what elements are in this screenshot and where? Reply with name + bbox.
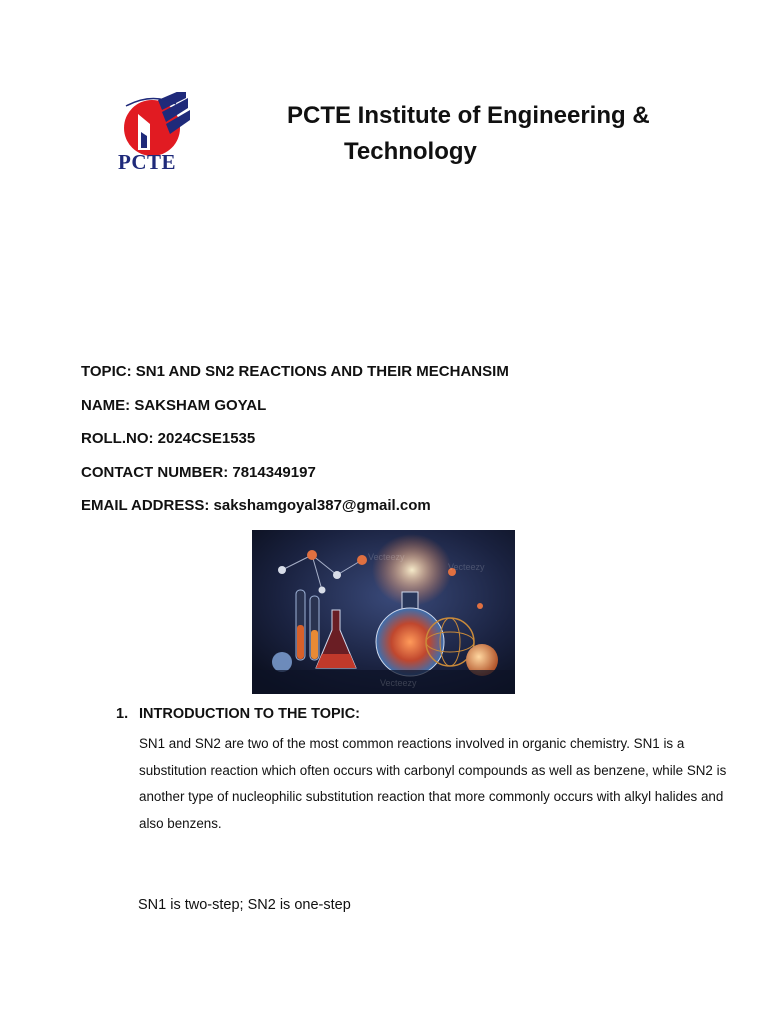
topic-line: TOPIC: SN1 AND SN2 REACTIONS AND THEIR MECHANSIM xyxy=(81,363,509,380)
roll-line: ROLL.NO: 2024CSE1535 xyxy=(81,430,256,448)
watermark-text: Vecteezy xyxy=(380,678,417,688)
chemistry-illustration xyxy=(252,530,515,694)
intro-paragraph: SN1 and SN2 are two of the most common reactions involved in organic chemistry. SN1 is a substitution reaction which often occurs with carbonyl compounds as well as benzene, while SN2 is another type of nucleophilic substitution reaction that more commonly occurs with alkyl halides and also benzens. xyxy=(139,736,727,831)
name-line: NAME: SAKSHAM GOYAL xyxy=(81,396,267,414)
comparison-note: SN1 is two-step; SN2 is one-step xyxy=(138,897,351,913)
lab-glassware-image xyxy=(252,530,515,694)
watermark-text: Vecteezy xyxy=(448,562,485,572)
logo-wordmark: PCTE xyxy=(118,150,177,174)
watermark-text: Vecteezy xyxy=(368,552,405,562)
student-info xyxy=(81,362,721,530)
institute-title-line1: PCTE Institute of Engineering & xyxy=(287,102,650,129)
institute-title-line2: Technology xyxy=(344,138,477,165)
section-heading xyxy=(116,706,360,722)
institute-title xyxy=(287,98,707,170)
section-title: INTRODUCTION TO THE TOPIC: xyxy=(139,706,360,722)
section-number: 1. xyxy=(116,706,129,722)
email-line: EMAIL ADDRESS: sakshamgoyal387@gmail.com xyxy=(81,497,431,515)
contact-line: CONTACT NUMBER: 7814349197 xyxy=(81,463,316,481)
